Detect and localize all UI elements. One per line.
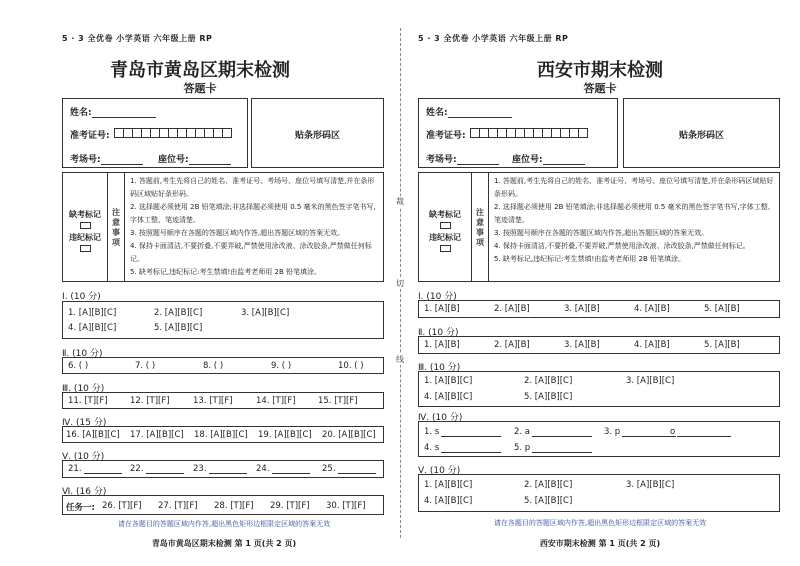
- answer-choice[interactable]: 2. [A][B]: [494, 340, 530, 350]
- page-header: 5 · 3 全优卷 小学英语 六年级上册 RP: [418, 34, 569, 43]
- cut-mark: 裁: [396, 197, 404, 206]
- note-item: 3. 按照题号顺序在各题的答题区域内作答,超出答题区域的答案无效。: [494, 229, 709, 237]
- answer-choice[interactable]: 1. [A][B]: [424, 340, 460, 350]
- answer-choice[interactable]: 12. [T][F]: [130, 396, 170, 406]
- notes-heading: 注意事项: [476, 208, 484, 247]
- notes-divider: [488, 172, 489, 282]
- section-4-title: Ⅳ. (15 分): [62, 418, 107, 428]
- page-footer: 西安市期末检测 第 1 页(共 2 页): [539, 539, 661, 548]
- answer-choice[interactable]: 4. [A][B]: [634, 340, 670, 350]
- note-item: 4. 保持卡面清洁,不要折叠,不要弄破,严禁使用涂改液、涂改胶条,严禁做任何标记。: [494, 242, 750, 250]
- answer-choice[interactable]: 3. [A][B][C]: [626, 376, 675, 386]
- answer-choice[interactable]: 5. [A][B][C]: [524, 496, 573, 506]
- cut-mark: 线: [396, 355, 404, 364]
- section-2-title: Ⅱ. (10 分): [62, 349, 103, 359]
- notes-divider: [124, 172, 125, 282]
- notes-list: [494, 175, 776, 266]
- page-title: 青岛市黄岛区期末检测: [110, 60, 290, 81]
- right-answer-sheet: [400, 0, 800, 566]
- answer-blank[interactable]: 10. ( ): [338, 361, 364, 371]
- exam-no-cells[interactable]: [114, 128, 231, 138]
- answer-choice[interactable]: 1. [A][B][C]: [424, 376, 473, 386]
- section-5-title: Ⅴ. (10 分): [62, 452, 105, 462]
- exam-no-label: 准考证号:: [70, 131, 110, 141]
- answer-line[interactable]: 1. s: [424, 427, 501, 437]
- answer-choice[interactable]: 2. [A][B]: [494, 304, 530, 314]
- answer-choice[interactable]: 1. [A][B]: [424, 304, 460, 314]
- cut-mark: 切: [396, 279, 404, 288]
- note-item: 1. 答题前,考生先将自己的姓名、准考证号、考场号、座位号填写清楚,并在条形码区域贴好条形码。: [494, 177, 774, 198]
- section-1-title: Ⅰ. (10 分): [62, 292, 101, 302]
- exam-no-cells[interactable]: [470, 128, 587, 138]
- section-5-box: [418, 474, 780, 512]
- answer-line[interactable]: 23.: [193, 464, 247, 474]
- answer-line[interactable]: 25.: [322, 464, 376, 474]
- answer-choice[interactable]: 17. [A][B][C]: [130, 430, 184, 440]
- note-item: 2. 选择题必须使用 2B 铅笔填涂;非选择题必须使用 0.5 毫米的黑色签字笔书写,字体工整、笔迹清楚。: [494, 203, 775, 224]
- name-label: 姓名:: [70, 105, 156, 118]
- answer-choice[interactable]: 4. [A][B]: [634, 304, 670, 314]
- section-6-title: Ⅵ. (16 分): [62, 487, 107, 497]
- room-label: 考场号:: [70, 152, 143, 165]
- answer-choice[interactable]: 3. [A][B][C]: [626, 480, 675, 490]
- notes-heading: 注意事项: [112, 208, 120, 247]
- answer-choice[interactable]: 5. [A][B]: [704, 340, 740, 350]
- absent-mark: 缺考标记: [62, 209, 108, 229]
- answer-line[interactable]: 21.: [68, 464, 122, 474]
- room-label: 考场号:: [426, 152, 499, 165]
- section-2-title: Ⅱ. (10 分): [418, 328, 459, 338]
- violation-mark: 违纪标记: [418, 232, 472, 252]
- note-item: 4. 保持卡面清洁,不要折叠,不要弄破,严禁使用涂改液、涂改胶条,严禁做任何标记。: [130, 242, 372, 263]
- task-label: 任务一:: [66, 503, 95, 513]
- warning-text: 请在各题目的答题区域内作答,超出黑色矩形边框限定区域的答案无效: [493, 519, 707, 527]
- answer-choice[interactable]: 1. [A][B][C]: [68, 308, 117, 318]
- notes-list: [130, 175, 380, 279]
- answer-choice[interactable]: 14. [T][F]: [256, 396, 296, 406]
- page-header: 5 · 3 全优卷 小学英语 六年级上册 RP: [62, 34, 213, 43]
- answer-choice[interactable]: 30. [T][F]: [326, 501, 366, 511]
- answer-blank[interactable]: 8. ( ): [203, 361, 224, 371]
- answer-line[interactable]: 4. s: [424, 443, 501, 453]
- answer-choice[interactable]: 1. [A][B][C]: [424, 480, 473, 490]
- seat-label: 座位号:: [512, 152, 585, 165]
- violation-mark-box[interactable]: [440, 245, 451, 252]
- section-5-title: Ⅴ. (10 分): [418, 466, 461, 476]
- answer-line[interactable]: 5. p: [514, 443, 592, 453]
- answer-choice[interactable]: 5. [A][B]: [704, 304, 740, 314]
- answer-choice[interactable]: 4. [A][B][C]: [68, 323, 117, 333]
- section-3-title: Ⅲ. (10 分): [418, 363, 461, 373]
- note-item: 5. 缺考标记,违纪标记:考生禁填!由监考老师用 2B 铅笔填涂。: [130, 268, 321, 276]
- absent-mark-box[interactable]: [440, 222, 451, 229]
- section-3-box: [418, 371, 780, 407]
- barcode-label: 贴条形码区: [294, 131, 340, 141]
- answer-blank[interactable]: 9. ( ): [271, 361, 292, 371]
- answer-choice[interactable]: 3. [A][B]: [564, 304, 600, 314]
- seat-label: 座位号:: [158, 152, 231, 165]
- page-title: 西安市期末检测: [537, 60, 663, 81]
- answer-choice[interactable]: 2. [A][B][C]: [154, 308, 203, 318]
- barcode-label: 贴条形码区: [678, 131, 724, 141]
- note-item: 2. 选择题必须使用 2B 铅笔填涂;非选择题必须使用 0.5 毫米的黑色签字笔书写,字体工整、笔迹清楚。: [130, 203, 376, 224]
- answer-line[interactable]: 2. a: [514, 427, 592, 437]
- answer-line[interactable]: o: [670, 427, 731, 437]
- answer-choice[interactable]: 4. [A][B][C]: [424, 496, 473, 506]
- answer-line[interactable]: 3. p: [604, 427, 676, 437]
- absent-mark: 缺考标记: [418, 209, 472, 229]
- answer-choice[interactable]: 3. [A][B]: [564, 340, 600, 350]
- violation-mark: 违纪标记: [62, 232, 108, 252]
- absent-mark-box[interactable]: [80, 222, 91, 229]
- answer-blank[interactable]: 7. ( ): [135, 361, 156, 371]
- section-3-title: Ⅲ. (10 分): [62, 384, 105, 394]
- answer-choice[interactable]: 13. [T][F]: [193, 396, 233, 406]
- answer-choice[interactable]: 15. [T][F]: [318, 396, 358, 406]
- answer-choice[interactable]: 29. [T][F]: [270, 501, 310, 511]
- answer-choice[interactable]: 2. [A][B][C]: [524, 376, 573, 386]
- warning-text: 请在各题目的答题区域内作答,超出黑色矩形边框限定区域的答案无效: [117, 520, 331, 528]
- answer-choice[interactable]: 4. [A][B][C]: [424, 392, 473, 402]
- section-1-title: Ⅰ. (10 分): [418, 292, 457, 302]
- violation-mark-box[interactable]: [80, 245, 91, 252]
- page-subtitle: 答题卡: [183, 82, 217, 95]
- answer-choice[interactable]: 3. [A][B][C]: [241, 308, 290, 318]
- exam-no-label: 准考证号:: [426, 131, 466, 141]
- answer-choice[interactable]: 11. [T][F]: [68, 396, 108, 406]
- answer-blank[interactable]: 6. ( ): [68, 361, 89, 371]
- answer-choice[interactable]: 18. [A][B][C]: [194, 430, 248, 440]
- answer-choice[interactable]: 5. [A][B][C]: [524, 392, 573, 402]
- answer-choice[interactable]: 26. [T][F]: [102, 501, 142, 511]
- answer-choice[interactable]: 16. [A][B][C]: [66, 430, 120, 440]
- page-subtitle: 答题卡: [583, 82, 617, 95]
- answer-choice[interactable]: 19. [A][B][C]: [258, 430, 312, 440]
- answer-choice[interactable]: 28. [T][F]: [214, 501, 254, 511]
- answer-line[interactable]: 24.: [256, 464, 310, 474]
- name-label: 姓名:: [426, 105, 512, 118]
- section-4-title: Ⅳ. (10 分): [418, 413, 463, 423]
- answer-choice[interactable]: 2. [A][B][C]: [524, 480, 573, 490]
- answer-line[interactable]: 22.: [130, 464, 184, 474]
- note-item: 1. 答题前,考生先将自己的姓名、准考证号、考场号、座位号填写清楚,并在条形码区域贴好条形码。: [130, 177, 375, 198]
- section-1-box: [62, 301, 384, 339]
- note-item: 3. 按照题号顺序在各题的答题区域内作答,超出答题区域的答案无效。: [130, 229, 345, 237]
- note-item: 5. 缺考标记,违纪标记:考生禁填!由监考老师用 2B 铅笔填涂。: [494, 255, 685, 263]
- page-footer: 青岛市黄岛区期末检测 第 1 页(共 2 页): [151, 539, 297, 548]
- answer-choice[interactable]: 27. [T][F]: [158, 501, 198, 511]
- answer-choice[interactable]: 5. [A][B][C]: [154, 323, 203, 333]
- answer-choice[interactable]: 20. [A][B][C]: [322, 430, 376, 440]
